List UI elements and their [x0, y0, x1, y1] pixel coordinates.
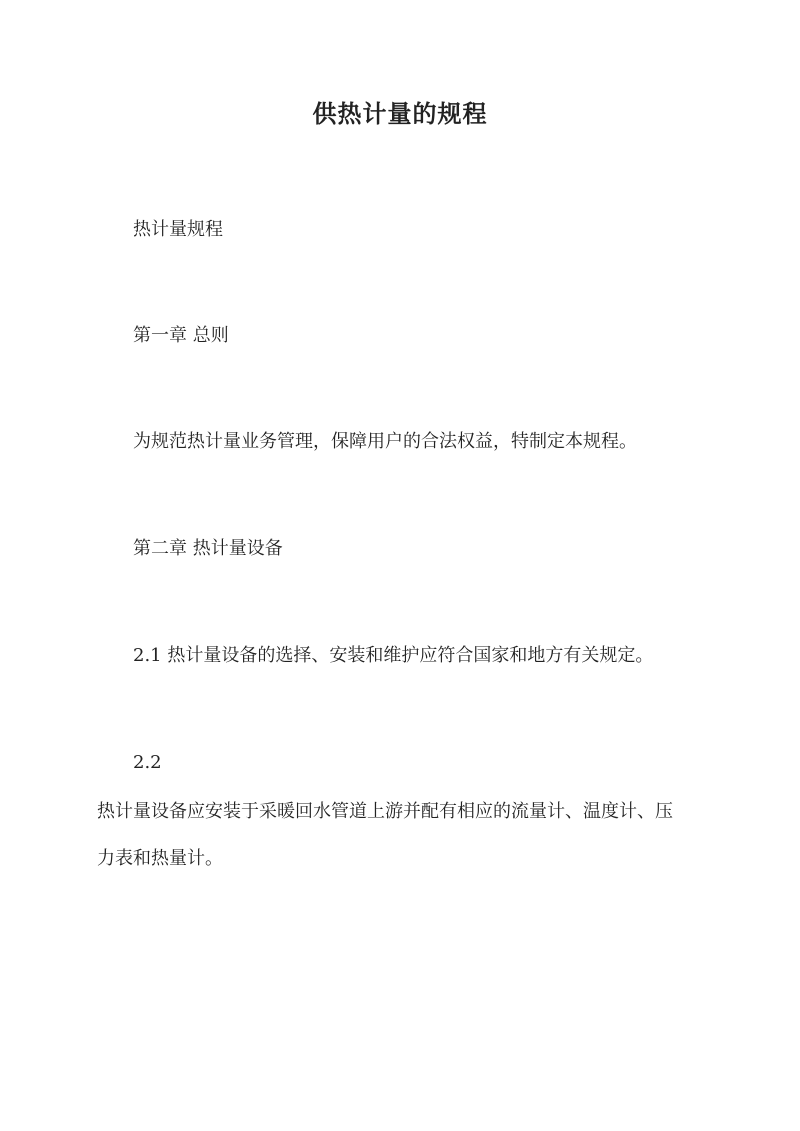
paragraph: 为规范热计量业务管理，保障用户的合法权益，特制定本规程。	[133, 431, 637, 452]
clause-text-line: 力表和热量计。	[97, 848, 223, 869]
chapter-heading: 第二章 热计量设备	[133, 538, 283, 559]
clause-text-line: 热计量设备应安装于采暖回水管道上游并配有相应的流量计、温度计、压	[97, 801, 673, 822]
document-title: 供热计量的规程	[312, 99, 488, 128]
clause-paragraph: 2.1 热计量设备的选择、安装和维护应符合国家和地方有关规定。	[133, 645, 654, 666]
clause-number: 2.2	[133, 752, 162, 773]
chapter-heading: 第一章 总则	[133, 325, 229, 346]
section-heading: 热计量规程	[133, 219, 223, 240]
